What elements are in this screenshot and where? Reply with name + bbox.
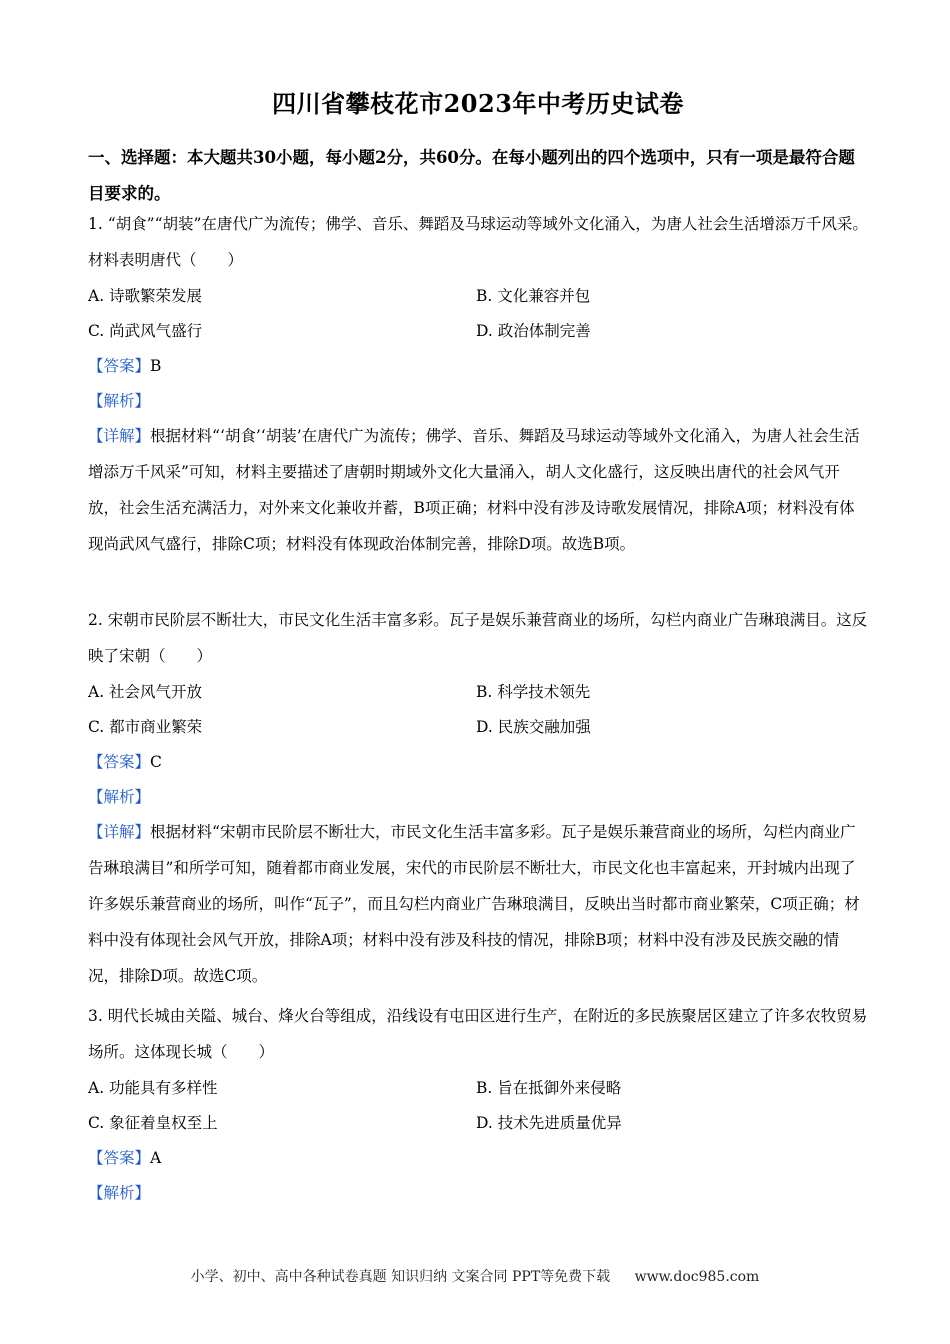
page-title: 四川省攀枝花市2023年中考历史试卷 — [272, 89, 684, 118]
question-2-detail — [88, 814, 868, 994]
answer-value: A — [150, 1149, 162, 1167]
option-d: D. 民族交融加强 — [476, 718, 591, 736]
option-d: D. 技术先进质量优异 — [476, 1114, 622, 1132]
analysis-label: 【解析】 — [88, 1184, 151, 1202]
question-3-stem: 3. 明代长城由关隘、城台、烽火台等组成，沿线设有屯田区进行生产，在附近的多民族聚居区建立了许多农牧贸易场所。这体现长城（ ） — [88, 1007, 868, 1061]
option-b: B. 文化兼容并包 — [476, 287, 591, 305]
question-1-stem: 1. “胡食”“胡装”在唐代广为流传；佛学、音乐、舞蹈及马球运动等域外文化涌入，为唐人社会生活增添万千风采。材料表明唐代（ ） — [88, 215, 868, 269]
question-2-analysis — [88, 779, 868, 815]
page-footer — [0, 1266, 950, 1286]
question-3-analysis — [88, 1175, 868, 1211]
detail-text: 根据材料“宋朝市民阶层不断壮大，市民文化生活丰富多彩。瓦子是娱乐兼营商业的场所，勾栏内商业广告琳琅满目”和所学可知，随着都市商业发展，宋代的市民阶层不断壮大，市民文化也丰富起来，开封城内出现了许多娱乐兼营商业的场所，叫作“瓦子”，而且勾栏内商业广告琳琅满目，反映出当时都市商业繁荣，C项正确；材料中没有体现社会风气开放，排除A项；材料中没有涉及科技的情况，排除B项；材料中没有涉及民族交融的情况，排除D项。故选C项。 — [88, 823, 860, 985]
analysis-label: 【解析】 — [88, 392, 151, 410]
question-1-analysis — [88, 383, 868, 419]
answer-value: B — [150, 357, 162, 375]
option-c: C. 象征着皇权至上 — [88, 1114, 218, 1132]
option-a: A. 诗歌繁荣发展 — [88, 287, 203, 305]
question-3-options-row-2 — [88, 1105, 868, 1141]
detail-label: 【详解】 — [88, 427, 151, 445]
question-3-answer — [88, 1140, 868, 1176]
footer-url[interactable]: www.doc985.com — [634, 1269, 760, 1285]
question-2-options-row-1 — [88, 674, 868, 710]
question-2-stem: 2. 宋朝市民阶层不断壮大，市民文化生活丰富多彩。瓦子是娱乐兼营商业的场所，勾栏内商业广告琳琅满目。这反映了宋朝（ ） — [88, 611, 868, 665]
answer-label: 【答案】 — [88, 753, 151, 771]
answer-value: C — [150, 753, 162, 771]
question-1-options-row-1 — [88, 278, 868, 314]
section-heading: 一、选择题：本大题共30小题，每小题2分，共60分。在每小题列出的四个选项中，只有一项是最符合题目要求的。 — [88, 148, 855, 203]
option-a: A. 社会风气开放 — [88, 683, 203, 701]
option-b: B. 科学技术领先 — [476, 683, 591, 701]
option-b: B. 旨在抵御外来侵略 — [476, 1079, 622, 1097]
question-1-answer — [88, 348, 868, 384]
answer-label: 【答案】 — [88, 357, 151, 375]
option-c: C. 都市商业繁荣 — [88, 718, 203, 736]
question-2-answer — [88, 744, 868, 780]
option-c: C. 尚武风气盛行 — [88, 322, 203, 340]
question-2-options-row-2 — [88, 709, 868, 745]
detail-text: 根据材料“‘胡食’‘胡装’在唐代广为流传；佛学、音乐、舞蹈及马球运动等域外文化涌入，为唐人社会生活增添万千风采”可知，材料主要描述了唐朝时期域外文化大量涌入，胡人文化盛行，这反映出唐代的社会风气开放，社会生活充满活力，对外来文化兼收并蓄，B项正确；材料中没有涉及诗歌发展情况，排除A项；材料没有体现尚武风气盛行，排除C项；材料没有体现政治体制完善，排除D项。故选B项。 — [88, 427, 860, 553]
option-a: A. 功能具有多样性 — [88, 1079, 218, 1097]
question-3-options-row-1 — [88, 1070, 868, 1106]
question-1-options-row-2 — [88, 313, 868, 349]
analysis-label: 【解析】 — [88, 788, 151, 806]
question-1-detail — [88, 418, 868, 562]
detail-label: 【详解】 — [88, 823, 151, 841]
option-d: D. 政治体制完善 — [476, 322, 591, 340]
footer-text: 小学、初中、高中各种试卷真题 知识归纳 文案合同 PPT等免费下载 — [190, 1269, 611, 1285]
answer-label: 【答案】 — [88, 1149, 151, 1167]
